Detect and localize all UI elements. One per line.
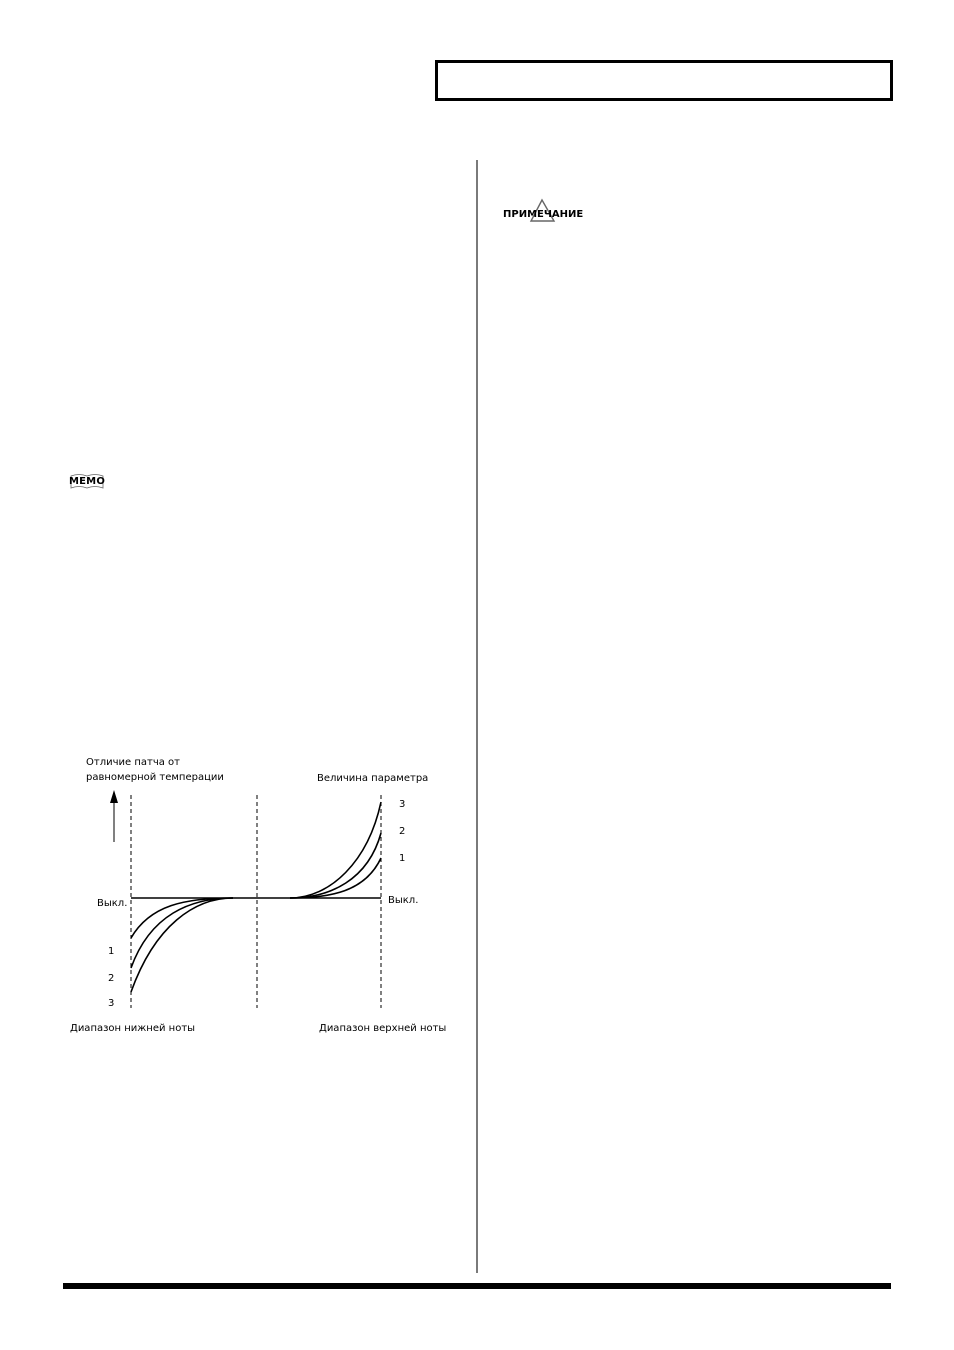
right-curve-label-2: 2 xyxy=(399,826,406,837)
off-label-right: Выкл. xyxy=(388,895,419,906)
figure-right-title: Величина параметра xyxy=(317,773,429,784)
figure-ylabel-line1: Отличие патча от xyxy=(86,757,180,768)
y-axis-arrow-head xyxy=(110,790,118,803)
left-curve-label-3: 3 xyxy=(108,998,115,1009)
footer-bar xyxy=(63,1283,891,1289)
figure-ylabel-line2: равномерной темперации xyxy=(86,772,224,783)
high-curve-1 xyxy=(290,858,381,898)
figure-xlabel-right: Диапазон верхней ноты xyxy=(319,1023,447,1034)
note-label: ПРИМЕЧАНИЕ xyxy=(503,209,584,220)
high-curve-3 xyxy=(290,802,381,898)
left-curve-label-2: 2 xyxy=(108,973,115,984)
left-curve-label-1: 1 xyxy=(108,946,115,957)
low-curve-1 xyxy=(131,898,233,938)
right-curve-label-3: 3 xyxy=(399,799,406,810)
right-curve-label-1: 1 xyxy=(399,853,406,864)
low-curve-3 xyxy=(131,898,233,992)
figure-xlabel-left: Диапазон нижней ноты xyxy=(70,1023,196,1034)
memo-label: MEMO xyxy=(69,476,106,487)
off-label-left: Выкл. xyxy=(97,898,128,909)
